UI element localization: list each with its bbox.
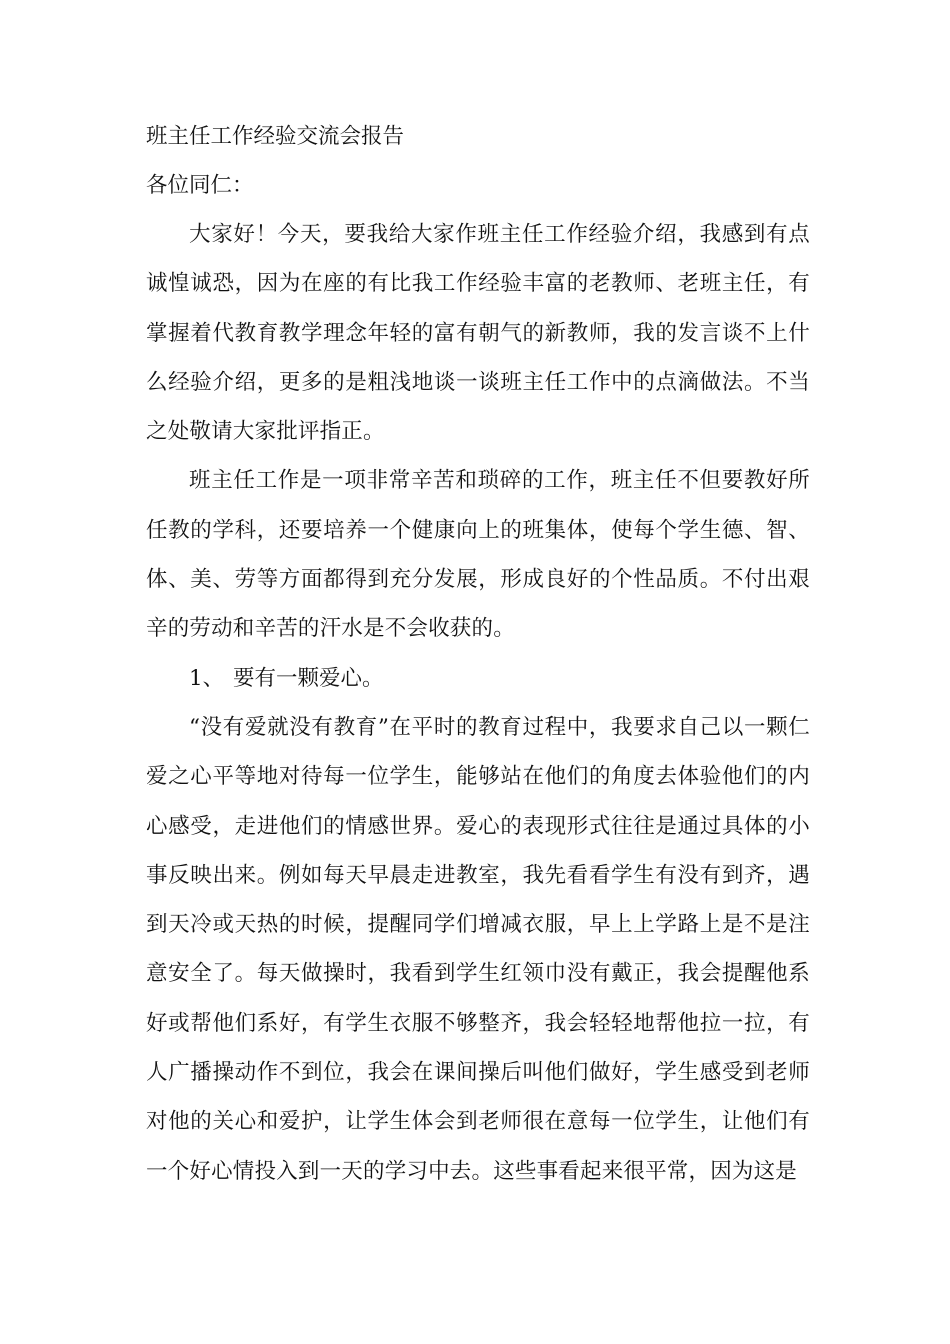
paragraph-duties: 班主任工作是一项非常辛苦和琐碎的工作，班主任不但要教好所任教的学科，还要培养一个健康向上的班集体，使每个学生德、智、体、美、劳等方面都得到充分发展，形成良好的个性品质。不付出艰辛的劳动和辛苦的汗水是不会收获的。 xyxy=(146,468,810,642)
paragraph-love: “没有爱就没有教育”在平时的教育过程中，我要求自己以一颗仁爱之心平等地对待每一位学生，能够站在他们的角度去体验他们的内心感受，走进他们的情感世界。爱心的表现形式往往是通过具体的小事反映出来。例如每天早晨走进教室，我先看看学生有没有到齐，遇到天冷或天热的时候，提醒同学们增减衣服，早上上学路上是不是注意安全了。每天做操时，我看到学生红领巾没有戴正，我会提醒他系好或帮他们系好，有学生衣服不够整齐，我会轻轻地帮他拉一拉，有人广播操动作不到位，我会在课间操后叫他们做好，学生感受到老师对他的关心和爱护，让学生体会到老师很在意每一位学生，让他们有一个好心情投入到一天的学习中去。这些事看起来很平常，因为这是 xyxy=(146,714,810,1184)
section-number: 1、 xyxy=(189,665,225,691)
document-title: 班主任工作经验交流会报告 xyxy=(146,124,405,149)
document-page xyxy=(146,112,810,1196)
greeting: 各位同仁： xyxy=(146,173,254,198)
section-heading xyxy=(146,654,810,703)
paragraph-intro: 大家好！今天，要我给大家作班主任工作经验介绍，我感到有点诚惶诚恐，因为在座的有比我工作经验丰富的老教师、老班主任，有掌握着代教育教学理念年轻的富有朝气的新教师，我的发言谈不上什么经验介绍，更多的是粗浅地谈一谈班主任工作中的点滴做法。不当之处敬请大家批评指正。 xyxy=(146,222,810,445)
section-heading-text: 要有一颗爱心。 xyxy=(233,665,384,691)
